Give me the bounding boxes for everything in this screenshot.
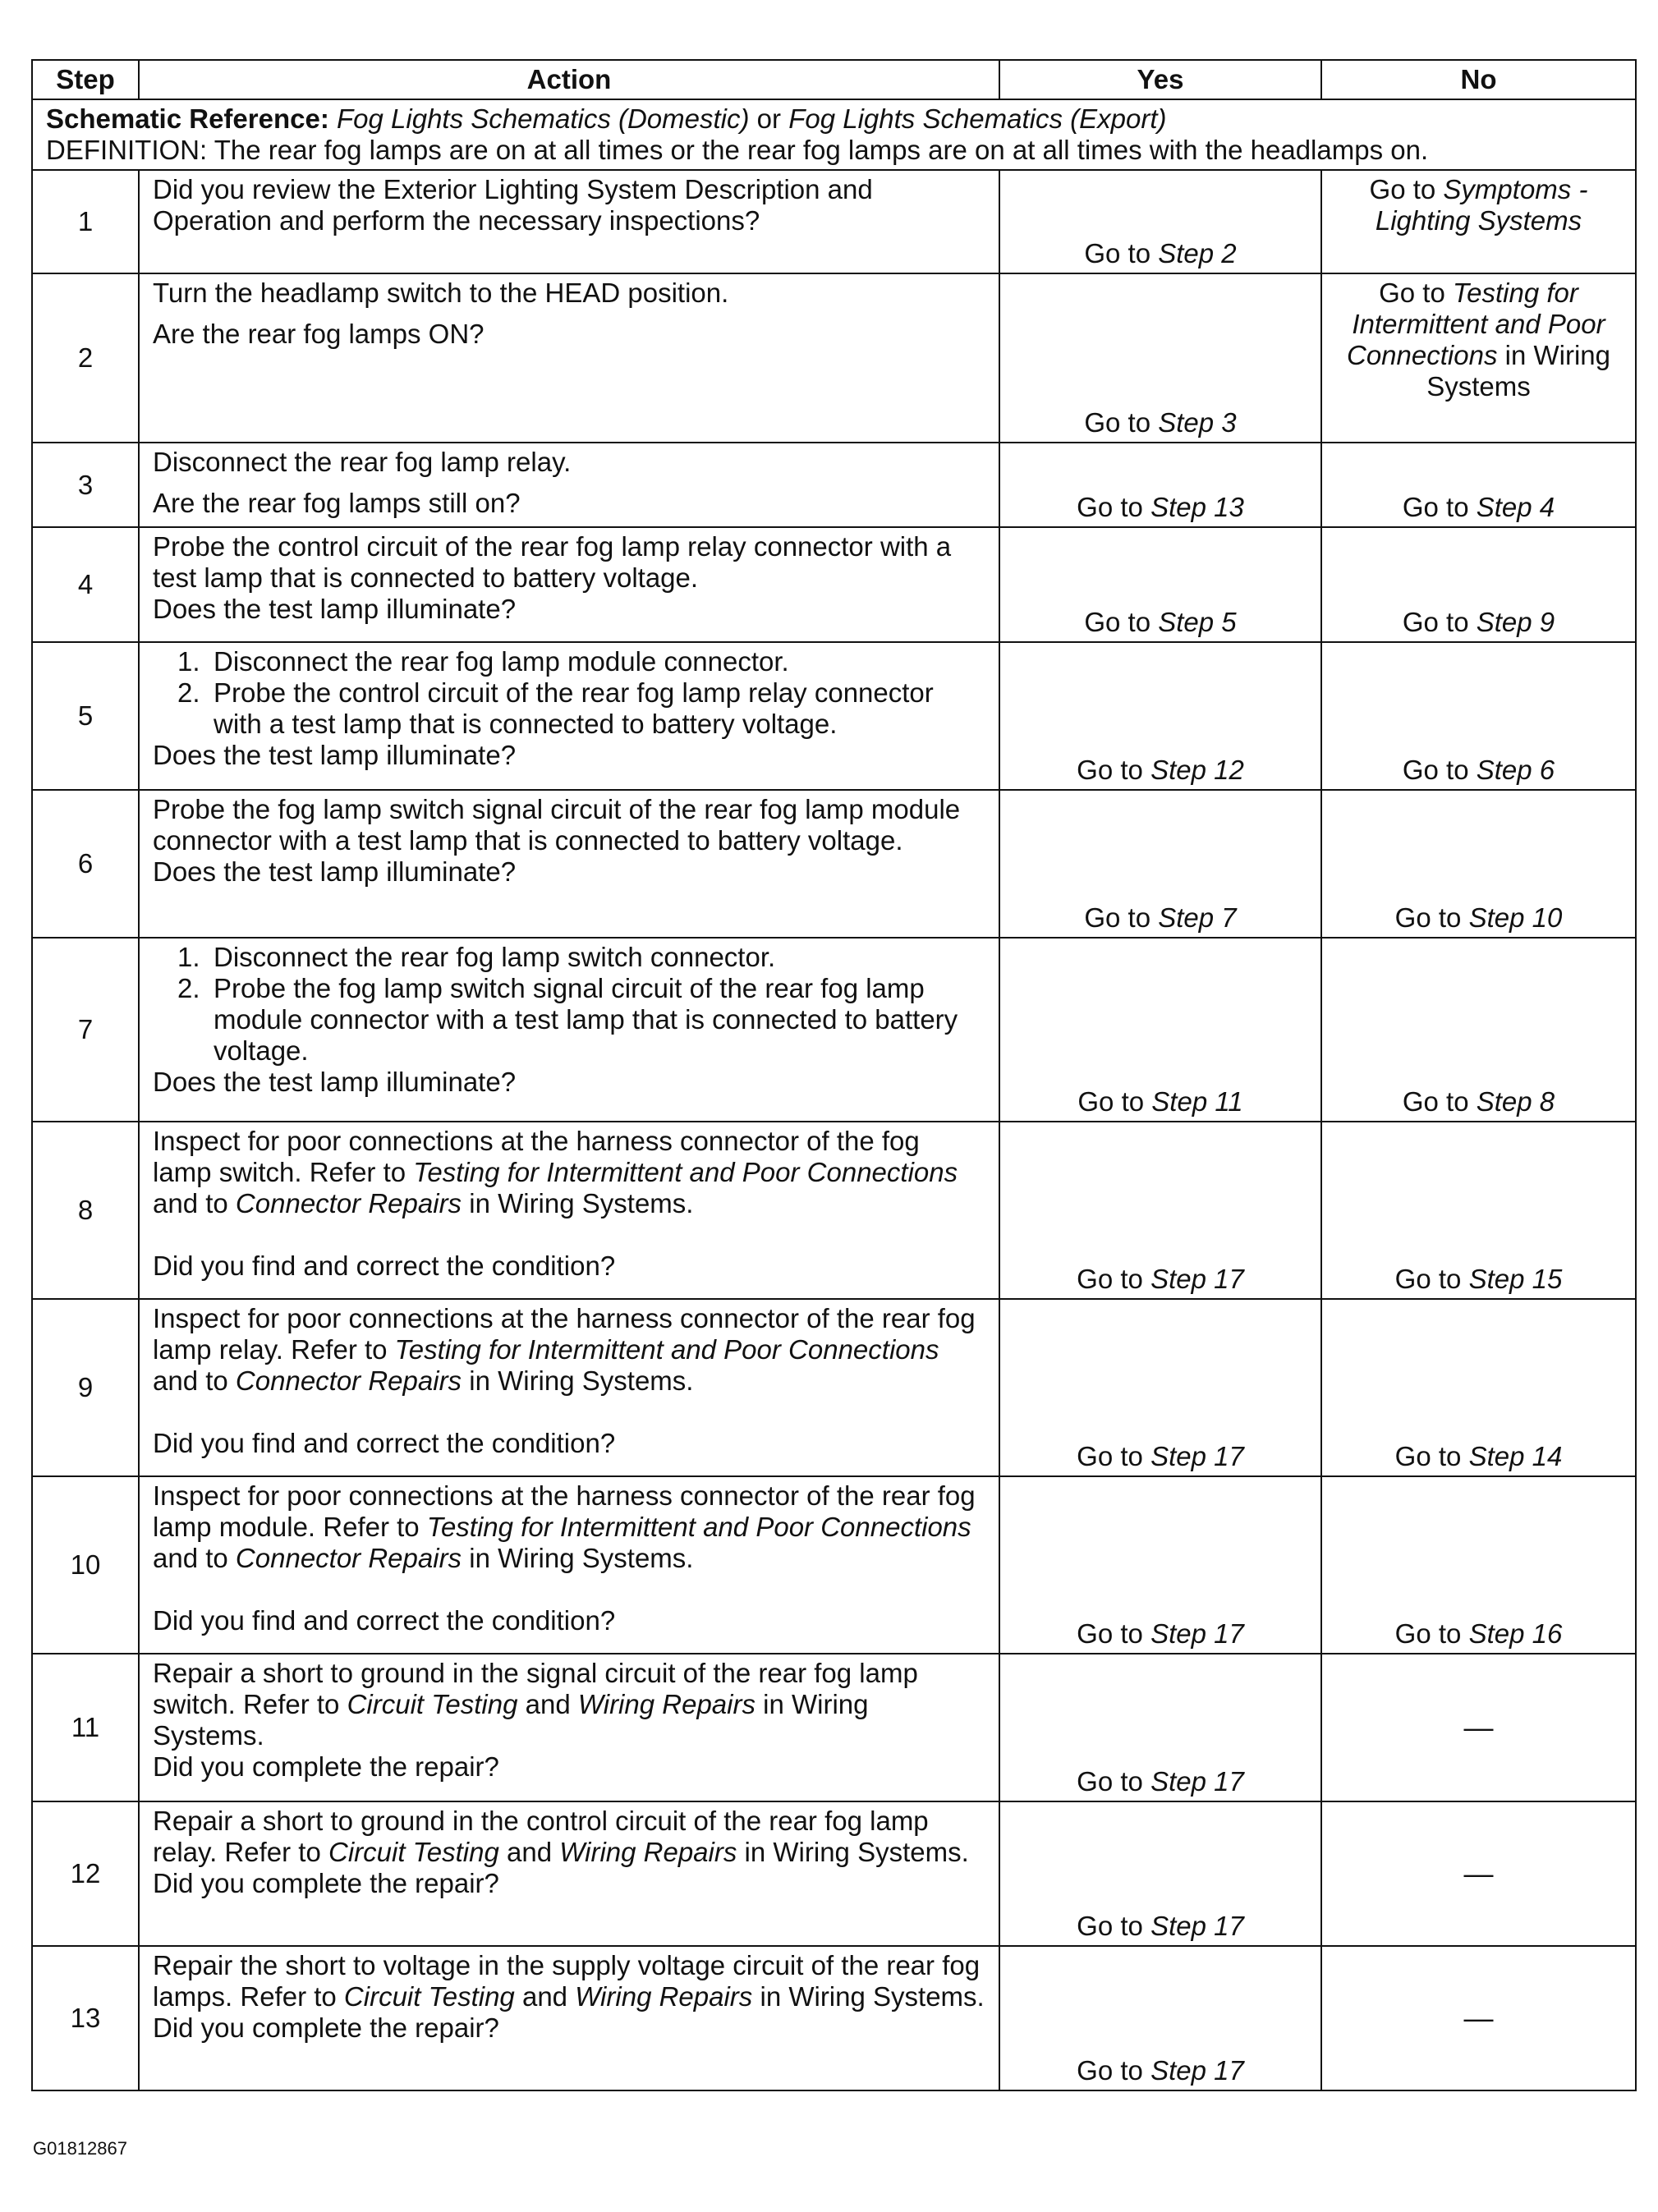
yes-cell [999, 790, 1321, 938]
action-text [153, 1658, 985, 1751]
action-text-part: Inspect for poor connections at the harness connector of the fog lamp switch. Refer to [153, 1126, 920, 1187]
header-yes: Yes [999, 60, 1321, 99]
action-text-part: and [521, 1981, 568, 2012]
step-number: 6 [32, 790, 139, 938]
action-question: Did you find and correct the condition? [153, 1428, 616, 1458]
yes-link[interactable]: Step 7 [1158, 902, 1237, 933]
step-number: 2 [32, 273, 139, 443]
action-cell [139, 273, 999, 443]
no-cell [1321, 443, 1636, 527]
yes-cell [999, 1122, 1321, 1299]
no-prefix: Go to [1379, 278, 1445, 308]
yes-cell [999, 527, 1321, 642]
no-cell [1321, 1801, 1636, 1946]
yes-prefix: Go to [1077, 1264, 1143, 1294]
action-cell [139, 642, 999, 790]
yes-cell [999, 1946, 1321, 2090]
step-number: 8 [32, 1122, 139, 1299]
table-header-row [32, 60, 1636, 99]
table-row [32, 1122, 1636, 1299]
yes-cell [999, 273, 1321, 443]
table-row [32, 1654, 1636, 1801]
step-number: 12 [32, 1801, 139, 1946]
action-question: Are the rear fog lamps still on? [153, 488, 521, 518]
substep-item [177, 942, 985, 973]
no-prefix: Go to [1394, 1618, 1462, 1649]
action-text [153, 1303, 985, 1397]
action-text: Turn the headlamp switch to the HEAD position. [153, 278, 729, 308]
action-text-part: in Wiring Systems. [469, 1365, 694, 1396]
yes-prefix: Go to [1077, 1766, 1143, 1797]
yes-cell [999, 1801, 1321, 1946]
no-prefix: Go to [1394, 1441, 1462, 1471]
action-question: Did you find and correct the condition? [153, 1605, 616, 1636]
definition-text: DEFINITION: The rear fog lamps are on at all times or the rear fog lamps are on at all times with the headlamps on. [46, 135, 1429, 165]
action-question: Does the test lamp illuminate? [153, 1067, 517, 1097]
substep-text: Disconnect the rear fog lamp switch connector. [214, 942, 776, 972]
no-link[interactable]: Step 16 [1468, 1618, 1563, 1649]
action-cell [139, 938, 999, 1122]
substep-list [153, 646, 985, 740]
yes-link[interactable]: Step 3 [1158, 407, 1237, 438]
yes-prefix: Go to [1077, 1618, 1143, 1649]
schematic-link-export[interactable]: Fog Lights Schematics (Export) [788, 103, 1167, 134]
schematic-link-domestic[interactable]: Fog Lights Schematics (Domestic) [337, 103, 750, 134]
action-cell [139, 790, 999, 938]
action-cell [139, 170, 999, 273]
no-prefix: Go to [1402, 755, 1469, 785]
substep-list [153, 942, 985, 1067]
no-suffix: in Wiring Systems [1426, 340, 1610, 402]
no-link[interactable]: Step 8 [1476, 1086, 1555, 1117]
testing-link[interactable]: Testing for Intermittent and Poor Connections [413, 1157, 958, 1187]
table-row [32, 1946, 1636, 2090]
header-step: Step [32, 60, 139, 99]
yes-prefix: Go to [1084, 238, 1151, 268]
substep-item [177, 677, 985, 740]
substep-item [177, 646, 985, 677]
yes-prefix: Go to [1077, 492, 1143, 522]
yes-cell [999, 1476, 1321, 1654]
action-question: Did you complete the repair? [153, 1868, 499, 1898]
action-text-part: Inspect for poor connections at the harness connector of the rear fog lamp module. Refer to [153, 1480, 976, 1542]
step-number: 5 [32, 642, 139, 790]
table-row [32, 527, 1636, 642]
action-cell [139, 1122, 999, 1299]
table-row [32, 273, 1636, 443]
action-text: Disconnect the rear fog lamp relay. [153, 447, 572, 477]
step-number: 9 [32, 1299, 139, 1476]
action-question: Are the rear fog lamps ON? [153, 319, 485, 349]
yes-link[interactable]: Step 13 [1150, 492, 1244, 522]
step-number: 7 [32, 938, 139, 1122]
no-prefix: Go to [1394, 902, 1462, 933]
no-link[interactable]: Testing for Intermittent and Poor Connections [1347, 278, 1605, 370]
action-question: Did you complete the repair? [153, 1751, 499, 1782]
yes-prefix: Go to [1077, 755, 1143, 785]
yes-link[interactable]: Step 17 [1150, 1766, 1244, 1797]
repairs-link[interactable]: Connector Repairs [235, 1365, 462, 1396]
circuit-testing-link[interactable]: Circuit Testing [343, 1981, 515, 2012]
substep-text: Probe the fog lamp switch signal circuit of the rear fog lamp module connector with a test lamp that is connected to battery voltage. [214, 973, 958, 1066]
repairs-link[interactable]: Connector Repairs [235, 1188, 462, 1218]
no-cell [1321, 790, 1636, 938]
no-dash: — [1463, 1709, 1494, 1744]
action-cell [139, 1299, 999, 1476]
wiring-repairs-link[interactable]: Wiring Repairs [575, 1981, 753, 2012]
action-text: Probe the fog lamp switch signal circuit of the rear fog lamp module connector with a test lamp that is connected to battery voltage. [153, 794, 961, 856]
action-text-part: in Wiring Systems. [744, 1837, 969, 1867]
info-row [32, 99, 1636, 170]
action-cell [139, 1801, 999, 1946]
diagnostic-table [31, 59, 1637, 2091]
action-cell [139, 1946, 999, 2090]
yes-cell [999, 642, 1321, 790]
no-cell [1321, 273, 1636, 443]
testing-link[interactable]: Testing for Intermittent and Poor Connections [394, 1334, 939, 1365]
no-link[interactable]: Symptoms - Lighting Systems [1375, 174, 1588, 236]
action-text [153, 1950, 985, 2012]
no-prefix: Go to [1402, 1086, 1469, 1117]
schematic-label: Schematic Reference: [46, 103, 329, 134]
schematic-or: or [756, 103, 782, 134]
action-text-part: and [525, 1689, 571, 1719]
substep-number: 1. [177, 942, 200, 972]
substep-item [177, 973, 985, 1067]
no-cell [1321, 527, 1636, 642]
action-question: Did you complete the repair? [153, 2012, 499, 2043]
action-text-part: and to [153, 1365, 228, 1396]
yes-cell [999, 1654, 1321, 1801]
figure-code: G01812867 [33, 2138, 127, 2159]
wiring-repairs-link[interactable]: Wiring Repairs [577, 1689, 756, 1719]
step-number: 3 [32, 443, 139, 527]
yes-prefix: Go to [1077, 1441, 1143, 1471]
no-prefix: Go to [1369, 174, 1436, 204]
action-cell [139, 527, 999, 642]
table-row [32, 1476, 1636, 1654]
action-text: Did you review the Exterior Lighting System Description and Operation and perform the necessary inspections? [153, 174, 873, 236]
no-cell [1321, 1654, 1636, 1801]
yes-prefix: Go to [1084, 407, 1151, 438]
action-text-part: and to [153, 1543, 228, 1573]
substep-number: 1. [177, 646, 200, 677]
no-cell [1321, 1476, 1636, 1654]
substep-text: Disconnect the rear fog lamp module connector. [214, 646, 789, 677]
action-text-part: Inspect for poor connections at the harness connector of the rear fog lamp relay. Refer to [153, 1303, 976, 1365]
circuit-testing-link[interactable]: Circuit Testing [328, 1837, 499, 1867]
no-cell [1321, 938, 1636, 1122]
yes-cell [999, 170, 1321, 273]
step-number: 10 [32, 1476, 139, 1654]
action-question: Does the test lamp illuminate? [153, 594, 517, 624]
no-link[interactable]: Step 9 [1476, 607, 1555, 637]
no-cell [1321, 1299, 1636, 1476]
yes-prefix: Go to [1084, 902, 1151, 933]
no-cell [1321, 1946, 1636, 2090]
action-text-part: and [507, 1837, 553, 1867]
diagnostic-document [31, 59, 1635, 2091]
action-question: Does the test lamp illuminate? [153, 740, 517, 770]
no-cell [1321, 642, 1636, 790]
no-prefix: Go to [1402, 492, 1469, 522]
yes-cell [999, 938, 1321, 1122]
yes-prefix: Go to [1077, 2055, 1143, 2086]
action-question: Does the test lamp illuminate? [153, 856, 517, 887]
action-text-part: in Wiring Systems. [760, 1981, 985, 2012]
step-number: 1 [32, 170, 139, 273]
no-link[interactable]: Step 15 [1468, 1264, 1563, 1294]
yes-link[interactable]: Step 5 [1158, 607, 1237, 637]
wiring-repairs-link[interactable]: Wiring Repairs [559, 1837, 737, 1867]
info-cell [32, 99, 1636, 170]
action-cell [139, 1476, 999, 1654]
table-row [32, 1801, 1636, 1946]
table-row [32, 790, 1636, 938]
action-text-part: in Wiring Systems. [469, 1188, 694, 1218]
yes-prefix: Go to [1077, 1911, 1143, 1941]
action-text [153, 1126, 985, 1219]
table-row [32, 938, 1636, 1122]
yes-link[interactable]: Step 17 [1150, 2055, 1244, 2086]
no-link[interactable]: Step 10 [1468, 902, 1563, 933]
table-row [32, 443, 1636, 527]
action-text-part: in Wiring Systems. [153, 1689, 869, 1751]
yes-link[interactable]: Step 2 [1158, 238, 1237, 268]
yes-prefix: Go to [1084, 607, 1151, 637]
yes-cell [999, 443, 1321, 527]
table-row [32, 170, 1636, 273]
header-no: No [1321, 60, 1636, 99]
substep-text: Probe the control circuit of the rear fog lamp relay connector with a test lamp that is connected to battery voltage. [214, 677, 934, 739]
action-text-part: Repair a short to ground in the signal circuit of the rear fog lamp switch. Refer to [153, 1658, 918, 1719]
schematic-reference [46, 103, 1622, 135]
yes-link[interactable]: Step 12 [1150, 755, 1244, 785]
action-text-part: and to [153, 1188, 228, 1218]
table-row [32, 1299, 1636, 1476]
no-cell [1321, 170, 1636, 273]
yes-link[interactable]: Step 11 [1151, 1086, 1243, 1117]
step-number: 11 [32, 1654, 139, 1801]
header-action: Action [139, 60, 999, 99]
action-cell [139, 443, 999, 527]
step-number: 4 [32, 527, 139, 642]
no-link[interactable]: Step 14 [1468, 1441, 1563, 1471]
action-text: Probe the control circuit of the rear fog lamp relay connector with a test lamp that is connected to battery voltage. [153, 531, 952, 593]
no-link[interactable]: Step 4 [1476, 492, 1555, 522]
yes-cell [999, 1299, 1321, 1476]
yes-link[interactable]: Step 17 [1150, 1264, 1244, 1294]
no-prefix: Go to [1402, 607, 1469, 637]
action-text [153, 1806, 985, 1868]
table-row [32, 642, 1636, 790]
repairs-link[interactable]: Connector Repairs [235, 1543, 462, 1573]
testing-link[interactable]: Testing for Intermittent and Poor Connections [426, 1512, 971, 1542]
no-cell [1321, 1122, 1636, 1299]
action-text-part: Repair a short to ground in the control circuit of the rear fog lamp relay. Refer to [153, 1806, 929, 1867]
action-question: Did you find and correct the condition? [153, 1251, 616, 1281]
no-dash: — [1463, 1856, 1494, 1890]
no-prefix: Go to [1394, 1264, 1462, 1294]
circuit-testing-link[interactable]: Circuit Testing [347, 1689, 518, 1719]
substep-number: 2. [177, 677, 200, 708]
yes-link[interactable]: Step 17 [1150, 1618, 1244, 1649]
action-cell [139, 1654, 999, 1801]
substep-number: 2. [177, 973, 200, 1003]
action-text-part: in Wiring Systems. [469, 1543, 694, 1573]
action-text [153, 1480, 985, 1574]
yes-link[interactable]: Step 17 [1150, 1911, 1244, 1941]
no-link[interactable]: Step 6 [1476, 755, 1555, 785]
yes-link[interactable]: Step 17 [1150, 1441, 1244, 1471]
action-text-part: Repair the short to voltage in the supply voltage circuit of the rear fog lamps. Refer to [153, 1950, 981, 2012]
yes-prefix: Go to [1077, 1086, 1145, 1117]
no-dash: — [1463, 2000, 1494, 2035]
step-number: 13 [32, 1946, 139, 2090]
